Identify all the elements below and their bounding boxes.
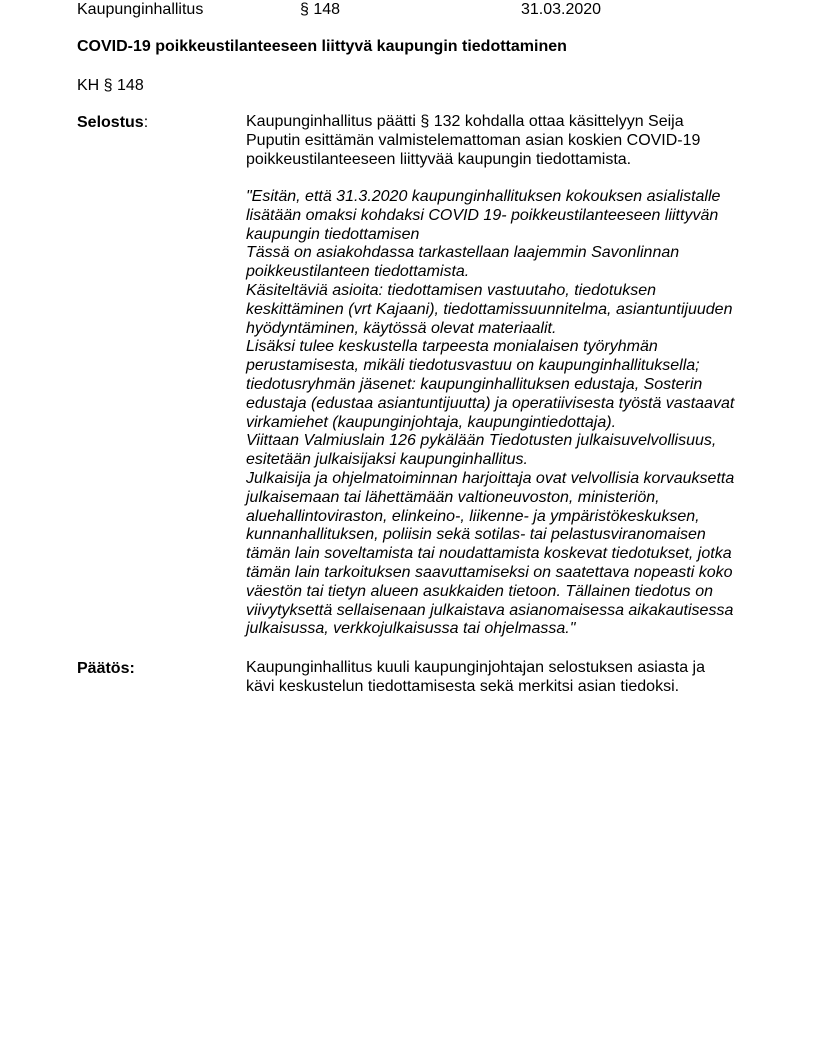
selostus-quote <box>246 188 746 639</box>
paatos-text <box>246 659 746 697</box>
quote-line: viivytyksettä sellaisenaan julkaistava asianomaisessa aikakautisessa <box>246 601 734 619</box>
quote-line: väestön tai tietyn alueen asukkaiden tietoon. Tällainen tiedotus on <box>246 582 713 600</box>
quote-line: Julkaisija ja ohjelmatoiminnan harjoittaja ovat velvollisia korvauksetta <box>246 469 735 487</box>
quote-line: tämän lain tarkoituksen saavuttamiseksi on saatettava nopeasti koko <box>246 563 733 581</box>
paatos-line: Kaupunginhallitus kuuli kaupunginjohtajan selostuksen asiasta ja <box>246 659 705 676</box>
quote-line: Tässä on asiakohdassa tarkastellaan laajemmin Savonlinnan <box>246 244 680 262</box>
quote-line: tiedotusryhmän jäsenet: kaupunginhallituksen edustaja, Sosterin <box>246 375 703 393</box>
quote-line: poikkeustilanteen tiedottamista. <box>246 263 470 281</box>
paatos-label: Päätös: <box>77 660 135 677</box>
selostus-intro-line: Puputin esittämän valmistelemattoman asian koskien COVID-19 <box>246 131 701 149</box>
quote-line: esitetään julkaisijaksi kaupunginhallitus. <box>246 451 528 469</box>
selostus-intro <box>246 113 746 169</box>
quote-line: Viittaan Valmiuslain 126 pykälään Tiedotusten julkaisuvelvollisuus, <box>246 432 717 450</box>
quote-line: julkaisemaan tai lähettämään valtioneuvoston, ministeriön, <box>246 488 660 506</box>
header-section-number: § 148 <box>300 1 341 18</box>
quote-line: kunnanhallituksen, poliisin sekä sotilas- tai pelastusviranomaisen <box>246 526 706 544</box>
quote-line: kaupungin tiedottamisen <box>246 225 420 243</box>
quote-line: tämän lain soveltamista tai noudattamista koskevat tiedotukset, jotka <box>246 545 732 563</box>
header-body-name: Kaupunginhallitus <box>77 1 204 18</box>
quote-line: keskittäminen (vrt Kajaani), tiedottamissuunnitelma, asiantuntijuuden <box>246 300 733 318</box>
header-meeting-date: 31.03.2020 <box>521 1 602 18</box>
paatos-line: kävi keskustelun tiedottamisesta sekä merkitsi asian tiedoksi. <box>246 677 680 695</box>
quote-line: "Esitän, että 31.3.2020 kaupunginhallituksen kokouksen asialistalle <box>246 188 721 205</box>
selostus-intro-line: Kaupunginhallitus päätti § 132 kohdalla ottaa käsittelyyn Seija <box>246 113 684 130</box>
selostus-label-colon: : <box>143 114 149 131</box>
quote-line: lisätään omaksi kohdaksi COVID 19- poikkeustilanteeseen liittyvän <box>246 206 719 224</box>
selostus-intro-line: poikkeustilanteeseen liittyvää kaupungin tiedottamista. <box>246 150 632 168</box>
quote-line: Lisäksi tulee keskustella tarpeesta monialaisen työryhmän <box>246 338 658 356</box>
quote-line: edustaja (edustaa asiantuntijuutta) ja operatiivisesta työstä vastaavat <box>246 394 735 412</box>
selostus-label-text: Selostus <box>77 114 144 131</box>
quote-line: julkaisussa, verkkojulkaisussa tai ohjelmassa." <box>246 620 576 638</box>
section-reference: KH § 148 <box>77 77 144 94</box>
quote-line: Käsiteltäviä asioita: tiedottamisen vastuutaho, tiedotuksen <box>246 281 657 299</box>
document-title: COVID-19 poikkeustilanteeseen liittyvä kaupungin tiedottaminen <box>77 38 567 55</box>
quote-line: perustamisesta, mikäli tiedotusvastuu on kaupunginhallituksella; <box>246 357 700 375</box>
quote-line: hyödyntäminen, käytössä olevat materiaalit. <box>246 319 557 337</box>
quote-line: aluehallintoviraston, elinkeino-, liikenne- ja ympäristökeskuksen, <box>246 507 700 525</box>
quote-line: virkamiehet (kaupunginjohtaja, kaupungintiedottaja). <box>246 413 617 431</box>
selostus-label <box>77 113 148 132</box>
